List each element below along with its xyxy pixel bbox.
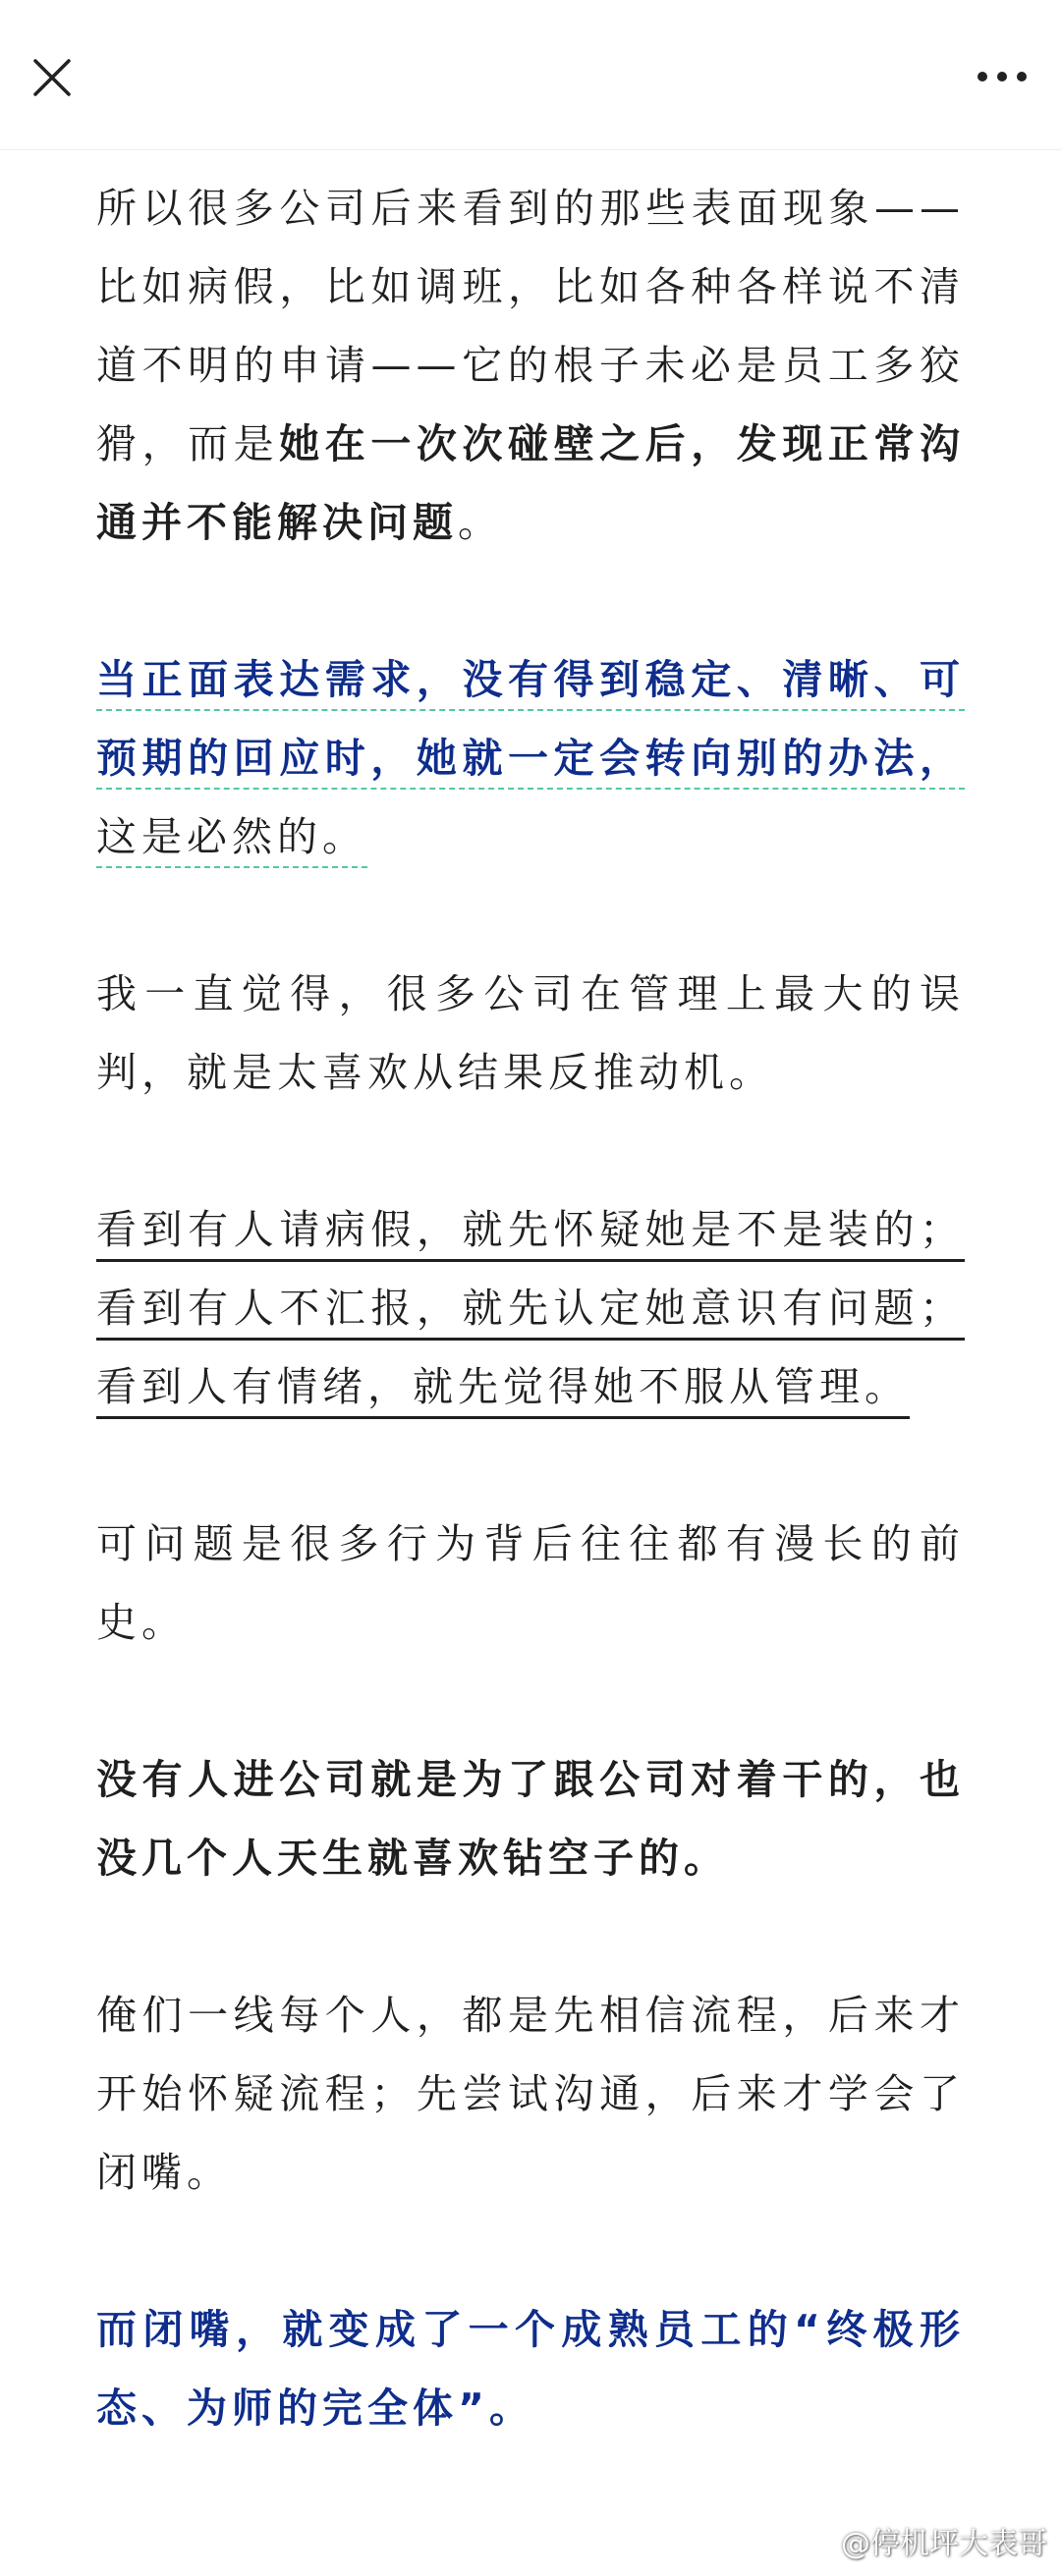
paragraph-1-text: 所以很多公司后来看到的那些表面现象——比如病假，比如调班，比如各种各样说不清道不明的申请——它的根子未必是员工多狡猾，而是 [96,185,965,467]
paragraph-7: 俺们一线每个人，都是先相信流程，后来才开始怀疑流程；先尝试沟通，后来才学会了闭嘴。 [96,1992,965,2196]
watermark [796,2519,1047,2562]
paragraph-3: 我一直觉得，很多公司在管理上最大的误判，就是太喜欢从结果反推动机。 [96,970,965,1096]
paragraph-2-text: 这是必然的。 [96,813,367,860]
paragraph-5: 可问题是很多行为背后往往都有漫长的前史。 [96,1520,965,1646]
close-icon [26,51,79,104]
paragraph-1 [96,169,965,562]
paragraph-1-end: 。 [458,499,503,546]
paragraph-1-bold: 她在一次次碰壁之后，发现正常沟通并不能解决问题 [96,420,966,546]
more-icon [973,61,1032,92]
paragraph-4 [96,1190,965,1426]
paragraph-6: 没有人进公司就是为了跟公司对着干的，也没几个人天生就喜欢钻空子的。 [96,1756,965,1882]
paragraph-2 [96,640,965,876]
paragraph-8: 而闭嘴，就变成了一个成熟员工的“终极形态、为师的完全体”。 [96,2306,965,2432]
close-button[interactable] [26,51,79,104]
weibo-icon [796,2524,835,2557]
paragraph-4-underlined: 看到有人请病假，就先怀疑她是不是装的；看到有人不汇报，就先认定她意识有问题；看到人有情绪，就先觉得她不服从管理。 [96,1206,965,1410]
top-bar [0,0,1061,150]
paragraph-2-highlight: 当正面表达需求，没有得到稳定、清晰、可预期的回应时，她就一定会转向别的办法， [96,656,965,782]
more-button[interactable] [973,61,1032,92]
watermark-text: @停机坪大表哥 [841,2527,1047,2561]
article-body [96,169,965,2526]
